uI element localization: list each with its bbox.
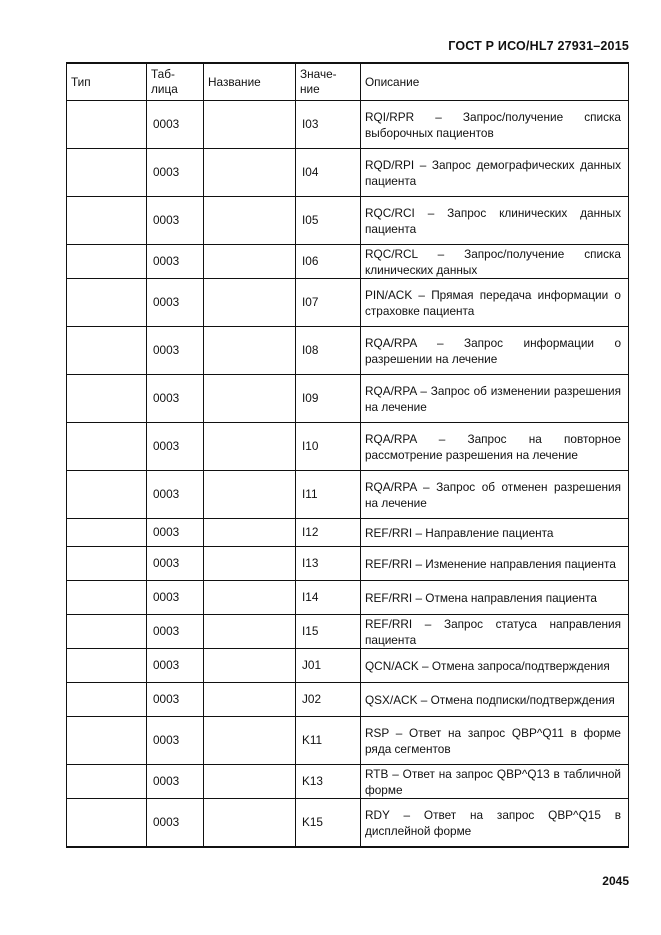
cell-value: I15 [296, 615, 361, 649]
cell-table: 0003 [147, 149, 204, 197]
table-row [67, 149, 629, 197]
cell-value: I14 [296, 581, 361, 615]
cell-description: REF/RRI – Запрос статуса направления пациента [361, 615, 629, 649]
cell-table: 0003 [147, 547, 204, 581]
document-standard-header: ГОСТ Р ИСО/HL7 27931–2015 [448, 39, 629, 53]
cell-description: PIN/ACK – Прямая передача информации о страховке пациента [361, 279, 629, 327]
cell-name [204, 245, 296, 279]
cell-description: RSP – Ответ на запрос QBP^Q11 в форме ряда сегментов [361, 717, 629, 765]
cell-description: RTB – Ответ на запрос QBP^Q13 в табличной форме [361, 765, 629, 799]
cell-name [204, 717, 296, 765]
cell-value: I13 [296, 547, 361, 581]
table-row [67, 615, 629, 649]
table-row [67, 683, 629, 717]
cell-name [204, 471, 296, 519]
cell-type [67, 327, 147, 375]
cell-type [67, 547, 147, 581]
table-row [67, 375, 629, 423]
cell-description: REF/RRI – Изменение направления пациента [361, 547, 629, 581]
cell-value: I07 [296, 279, 361, 327]
cell-table: 0003 [147, 423, 204, 471]
cell-type [67, 197, 147, 245]
cell-name [204, 649, 296, 683]
cell-type [67, 375, 147, 423]
cell-type [67, 683, 147, 717]
cell-name [204, 423, 296, 471]
cell-value: J01 [296, 649, 361, 683]
cell-table: 0003 [147, 519, 204, 547]
cell-table: 0003 [147, 615, 204, 649]
cell-value: I09 [296, 375, 361, 423]
cell-description: REF/RRI – Направление пациента [361, 519, 629, 547]
header-table: Таб- лица [147, 63, 204, 101]
cell-name [204, 683, 296, 717]
table-row [67, 279, 629, 327]
cell-type [67, 279, 147, 327]
cell-table: 0003 [147, 245, 204, 279]
header-type: Тип [67, 63, 147, 101]
cell-description: RQA/RPA – Запрос на повторное рассмотрение разрешения на лечение [361, 423, 629, 471]
cell-name [204, 765, 296, 799]
table-row [67, 423, 629, 471]
cell-name [204, 581, 296, 615]
cell-type [67, 717, 147, 765]
table-header-row [67, 63, 629, 101]
cell-value: I10 [296, 423, 361, 471]
cell-value: I03 [296, 101, 361, 149]
table-row [67, 581, 629, 615]
table-row [67, 799, 629, 848]
table-row [67, 717, 629, 765]
cell-name [204, 547, 296, 581]
cell-type [67, 245, 147, 279]
cell-type [67, 649, 147, 683]
table-row [67, 547, 629, 581]
cell-name [204, 279, 296, 327]
cell-type [67, 765, 147, 799]
cell-description: QSX/ACK – Отмена подписки/подтверждения [361, 683, 629, 717]
cell-type [67, 101, 147, 149]
cell-table: 0003 [147, 375, 204, 423]
table-row [67, 765, 629, 799]
cell-value: I04 [296, 149, 361, 197]
cell-value: I06 [296, 245, 361, 279]
cell-description: REF/RRI – Отмена направления пациента [361, 581, 629, 615]
cell-description: RQA/RPA – Запрос информации о разрешении на лечение [361, 327, 629, 375]
cell-value: I12 [296, 519, 361, 547]
cell-table: 0003 [147, 101, 204, 149]
cell-table: 0003 [147, 683, 204, 717]
cell-table: 0003 [147, 197, 204, 245]
cell-description: RQA/RPA – Запрос об отменен разрешения на лечение [361, 471, 629, 519]
cell-value: K13 [296, 765, 361, 799]
header-description: Описание [361, 63, 629, 101]
cell-table: 0003 [147, 279, 204, 327]
cell-type [67, 615, 147, 649]
cell-table: 0003 [147, 471, 204, 519]
cell-name [204, 197, 296, 245]
table-row [67, 101, 629, 149]
cell-name [204, 375, 296, 423]
cell-type [67, 799, 147, 848]
cell-type [67, 519, 147, 547]
cell-table: 0003 [147, 717, 204, 765]
cell-value: K11 [296, 717, 361, 765]
cell-value: I08 [296, 327, 361, 375]
cell-name [204, 149, 296, 197]
cell-name [204, 799, 296, 848]
cell-description: QCN/ACK – Отмена запроса/подтверждения [361, 649, 629, 683]
header-name: Название [204, 63, 296, 101]
table-row [67, 519, 629, 547]
cell-type [67, 581, 147, 615]
cell-description: RQI/RPR – Запрос/получение списка выборочных пациентов [361, 101, 629, 149]
cell-type [67, 471, 147, 519]
cell-name [204, 615, 296, 649]
cell-table: 0003 [147, 799, 204, 848]
cell-description: RQC/RCI – Запрос клинических данных пациента [361, 197, 629, 245]
header-value: Значе- ние [296, 63, 361, 101]
cell-value: K15 [296, 799, 361, 848]
cell-description: RQD/RPI – Запрос демографических данных пациента [361, 149, 629, 197]
table-row [67, 327, 629, 375]
event-type-table [66, 62, 629, 848]
table-row [67, 197, 629, 245]
cell-name [204, 327, 296, 375]
page-number: 2045 [602, 874, 629, 888]
cell-type [67, 149, 147, 197]
cell-value: I11 [296, 471, 361, 519]
cell-description: RDY – Ответ на запрос QBP^Q15 в дисплейной форме [361, 799, 629, 848]
cell-table: 0003 [147, 649, 204, 683]
table-row [67, 649, 629, 683]
cell-table: 0003 [147, 765, 204, 799]
cell-name [204, 101, 296, 149]
cell-value: J02 [296, 683, 361, 717]
table-row [67, 245, 629, 279]
cell-type [67, 423, 147, 471]
cell-table: 0003 [147, 327, 204, 375]
cell-description: RQA/RPA – Запрос об изменении разрешения на лечение [361, 375, 629, 423]
cell-value: I05 [296, 197, 361, 245]
cell-description: RQC/RCL – Запрос/получение списка клинических данных [361, 245, 629, 279]
cell-table: 0003 [147, 581, 204, 615]
table-row [67, 471, 629, 519]
cell-name [204, 519, 296, 547]
